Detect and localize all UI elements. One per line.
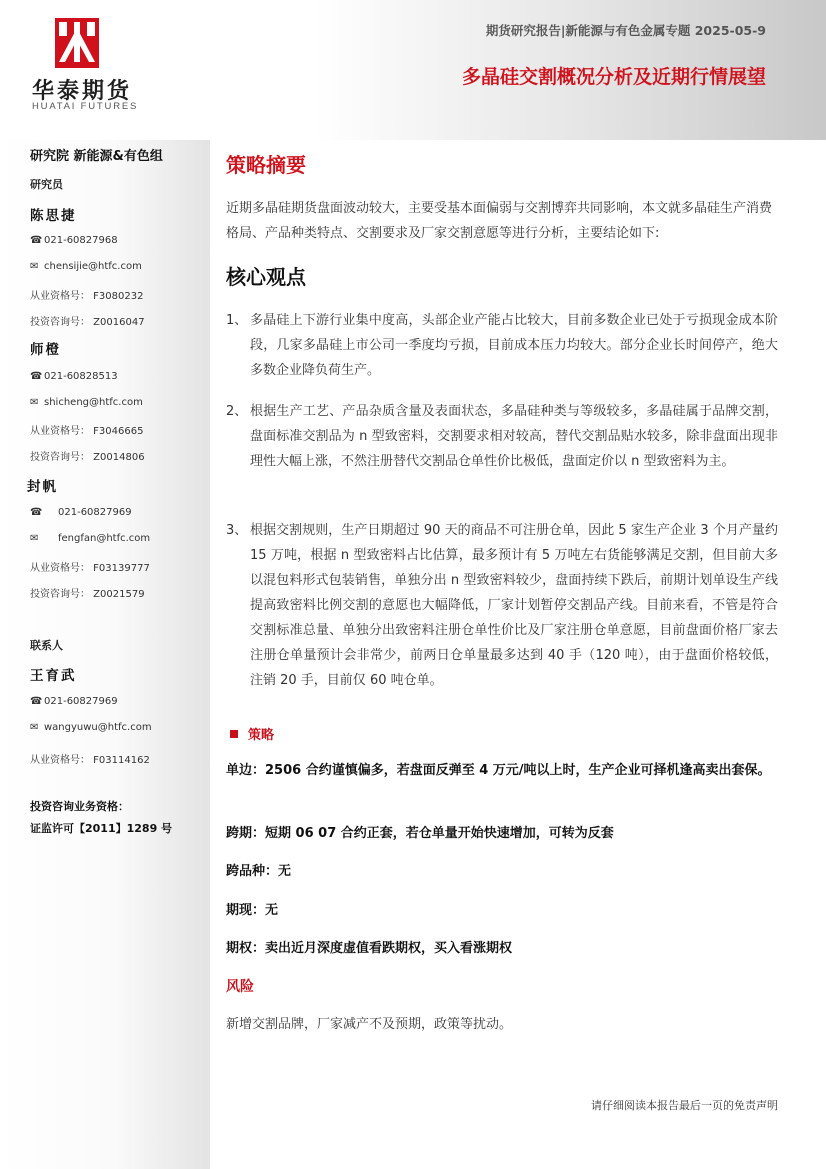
contact-qualification: 从业资格号： F03114162 [30,755,150,766]
phone-icon: ☎ [30,235,43,246]
email-icon: ✉ [30,261,39,272]
phone-icon: ☎ [30,696,43,707]
analyst-qualification: 从业资格号： F03139777 [30,563,150,574]
point-number: 1、 [226,313,248,328]
researcher-label: 研究员 [30,178,63,191]
strategy-item: 单边：2506 合约谨慎偏多，若盘面反弹至 4 万元/吨以上时，生产企业可择机逢高卖出套保。 [226,763,771,778]
email-icon: ✉ [30,722,39,733]
logo-text-cn: 华泰期货 [32,79,133,104]
point-text: 根据交割规则，生产日期超过 90 天的商品不可注册仓单，因此 5 家生产企业 3 个月产量约 15 万吨，根据 n 型致密料占比估算，最多预计有 5 万吨左右货能够满足交割，但目前大多以混包料形式包装销售，单独分出 n 型致密料较少，盘面持续下跌后，前期计划单设生产线提高致密料比例交割的意愿也大幅降低，厂家计划暂停交割品产线。目前来看，不管是符合交割标准总量、单独分出致密料注册仓单性价比及厂家注册仓单意愿，目前盘面价格厂家去注册仓单量预计会非常少，前两日仓单量最多达到 40 手（120 吨），由于盘面价格较低，注销 20 手，目前仅 60 吨仓单。 [250,523,778,688]
analyst-qualification: 从业资格号： F3046665 [30,426,144,437]
analyst-phone: 021-60827968 [44,235,118,246]
core-heading: 核心观点 [226,265,306,289]
analyst-consult-id: 投资咨询号： Z0016047 [30,317,145,328]
risk-heading: 风险 [226,979,254,995]
report-type-line: 期货研究报告|新能源与有色金属专题 2025-05-9 [485,23,766,38]
analyst-email[interactable]: fengfan@htfc.com [58,533,151,544]
analyst-email[interactable]: chensijie@htfc.com [44,261,142,272]
analyst-name: 封帆 [27,479,58,495]
analyst-phone: 021-60828513 [44,371,118,382]
strategy-heading: 策略 [230,724,274,743]
summary-paragraph: 近期多晶硅期货盘面波动较大，主要受基本面偏弱与交割博弈共同影响，本文就多晶硅生产消费格局、产品种类特点、交割要求及厂家交割意愿等进行分析，主要结论如下: [226,201,773,241]
strategy-item: 期权：卖出近月深度虚值看跌期权，买入看涨期权 [226,941,513,956]
analyst-phone: 021-60827969 [58,507,132,518]
analyst-name: 陈思捷 [30,208,77,224]
report-title: 多晶硅交割概况分析及近期行情展望 [461,66,766,88]
strategy-item: 跨期：短期 06 07 合约正套，若仓单量开始快速增加，可转为反套 [226,826,614,841]
license-label: 投资咨询业务资格： [30,800,129,813]
license-number: 证监许可【2011】1289 号 [30,822,173,835]
analyst-email[interactable]: shicheng@htfc.com [44,397,143,408]
point-text: 多晶硅上下游行业集中度高，头部企业产能占比较大，目前多数企业已处于亏损现金成本阶段，几家多晶硅上市公司一季度均亏损，目前成本压力均较大。部分企业长时间停产，绝大多数企业降负荷生产。 [250,313,778,378]
bullet-square-icon [230,730,238,738]
email-icon: ✉ [30,397,39,408]
point-number: 2、 [226,404,248,419]
analyst-consult-id: 投资咨询号： Z0014806 [30,452,145,463]
logo-text-en: HUATAI FUTURES [32,101,139,112]
phone-icon: ☎ [30,371,43,382]
strategy-item: 跨品种：无 [226,864,292,879]
contact-label: 联系人 [30,639,63,652]
analyst-consult-id: 投资咨询号： Z0021579 [30,589,145,600]
analyst-qualification: 从业资格号： F3080232 [30,291,144,302]
analyst-name: 师橙 [30,342,61,358]
strategy-item: 期现：无 [226,903,279,918]
risk-paragraph: 新增交割品牌，厂家减产不及预期，政策等扰动。 [226,1017,513,1032]
point-number: 3、 [226,523,248,538]
contact-name: 王育武 [30,668,77,684]
summary-heading: 策略摘要 [226,153,306,177]
department-label: 研究院 新能源&有色组 [30,149,163,164]
disclaimer-note: 请仔细阅读本报告最后一页的免责声明 [591,1099,778,1112]
contact-phone: 021-60827969 [44,696,118,707]
point-text: 根据生产工艺、产品杂质含量及表面状态，多晶硅种类与等级较多，多晶硅属于品牌交割，盘面标准交割品为 n 型致密料，交割要求相对较高，替代交割品贴水较多，除非盘面出现非理性大幅上涨，不然注册替代交割品仓单性价比极低，盘面定价以 n 型致密料为主。 [250,404,778,469]
huatai-logo-icon [55,18,99,68]
report-header [0,0,826,140]
email-icon: ✉ [30,533,39,544]
phone-icon: ☎ [30,507,43,518]
contact-email[interactable]: wangyuwu@htfc.com [44,722,152,733]
author-sidebar [0,140,210,1169]
